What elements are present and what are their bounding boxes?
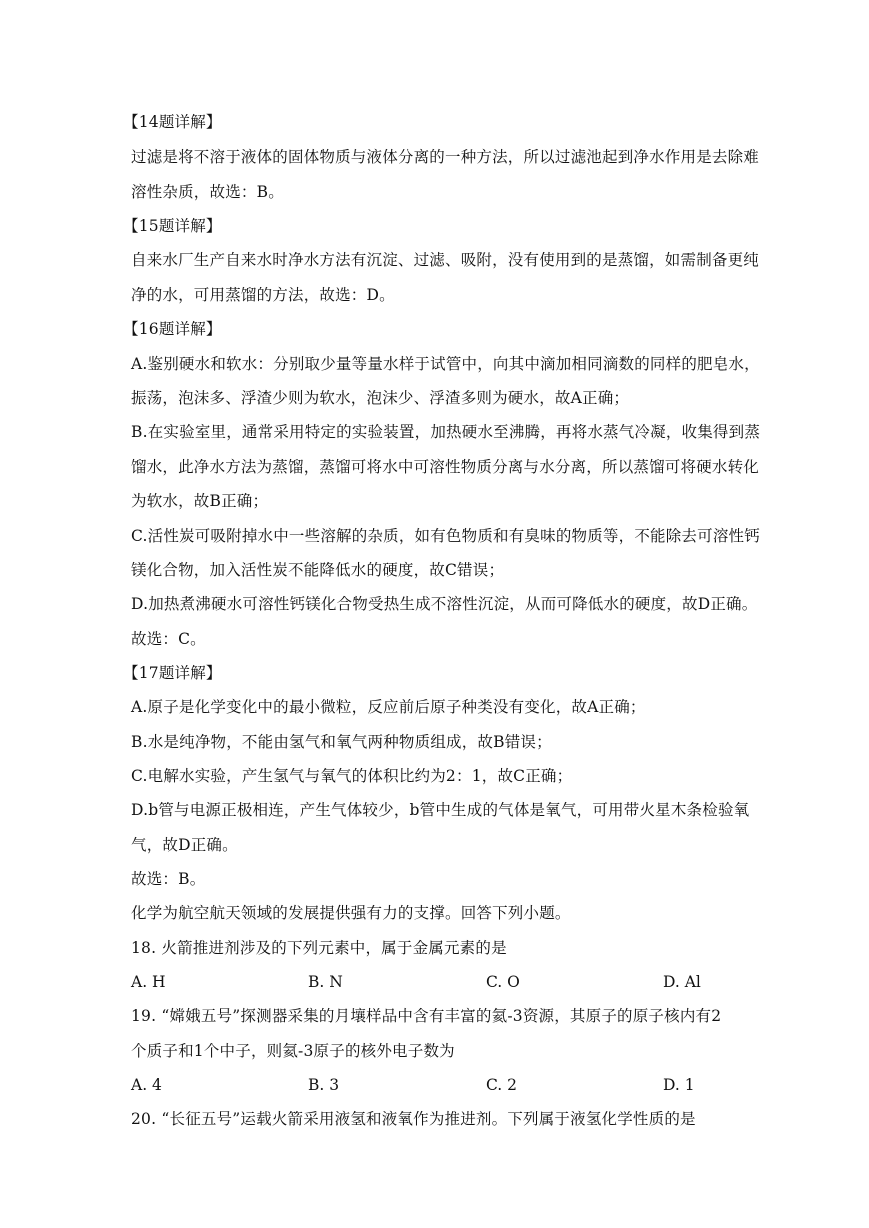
q19-option-d: D. 1 [663,1076,695,1094]
q20-stem: 20. “长征五号”运载火箭采用液氢和液氧作为推进剂。下列属于液氢化学性质的是 [131,1110,696,1128]
q16-text-line-4: 馏水，此净水方法为蒸馏，蒸馏可将水中可溶性物质分离与水分离，所以蒸馏可将硬水转化 [131,458,760,476]
q18-option-a: A. H [131,973,166,991]
q16-text-line-8: D.加热煮沸硬水可溶性钙镁化合物受热生成不溶性沉淀，从而可降低水的硬度，故D正确。 [131,595,758,613]
q17-text-line-1: A.原子是化学变化中的最小微粒，反应前后原子种类没有变化，故A正确； [131,698,646,716]
q16-text-line-5: 为软水，故B正确； [131,492,269,510]
q16-text-line-9: 故选：C。 [131,630,206,648]
q18-option-d: D. Al [663,973,701,991]
q19-option-c: C. 2 [486,1076,518,1094]
group-intro: 化学为航空航天领域的发展提供强有力的支撑。回答下列小题。 [131,904,571,922]
q17-heading: 【17题详解】 [123,664,222,682]
q15-text-line-2: 净的水，可用蒸馏的方法，故选：D。 [131,286,395,304]
q16-text-line-1: A.鉴别硬水和软水：分别取少量等量水样于试管中，向其中滴加相同滴数的同样的肥皂水， [131,355,760,373]
q19-option-b: B. 3 [308,1076,340,1094]
q16-heading: 【16题详解】 [123,320,222,338]
q15-heading: 【15题详解】 [123,217,222,235]
q16-text-line-7: 镁化合物，加入活性炭不能降低水的硬度，故C错误； [131,561,505,579]
q16-text-line-3: B.在实验室里，通常采用特定的实验装置，加热硬水至沸腾，再将水蒸气冷凝，收集得到蒸 [131,423,761,441]
q15-text-line-1: 自来水厂生产自来水时净水方法有沉淀、过滤、吸附，没有使用到的是蒸馏，如需制备更纯 [131,251,760,269]
q16-text-line-2: 振荡，泡沫多、浮渣少则为软水，泡沫少、浮渣多则为硬水，故A正确； [131,389,630,407]
q17-text-line-3: C.电解水实验，产生氢气与氧气的体积比约为2：1，故C正确； [131,767,573,785]
q18-stem: 18. 火箭推进剂涉及的下列元素中，属于金属元素的是 [131,939,507,957]
q17-text-line-2: B.水是纯净物，不能由氢气和氧气两种物质组成，故B错误； [131,733,552,751]
q18-option-b: B. N [308,973,343,991]
q14-text-line-1: 过滤是将不溶于液体的固体物质与液体分离的一种方法，所以过滤池起到净水作用是去除难 [131,148,760,166]
q17-text-line-5: 气，故D正确。 [131,836,238,854]
q19-stem-line-2: 个质子和1个中子，则氦-3原子的核外电子数为 [131,1042,455,1060]
q19-stem-line-1: 19. “嫦娥五号”探测器采集的月壤样品中含有丰富的氦-3资源，其原子的原子核内有2 [131,1007,722,1025]
q18-option-c: C. O [486,973,520,991]
q17-text-line-6: 故选：B。 [131,870,206,888]
q17-text-line-4: D.b管与电源正极相连，产生气体较少，b管中生成的气体是氧气，可用带火星木条检验氧 [131,801,750,819]
q14-text-line-2: 溶性杂质，故选：B。 [131,183,284,201]
q19-option-a: A. 4 [131,1076,162,1094]
q16-text-line-6: C.活性炭可吸附掉水中一些溶解的杂质，如有色物质和有臭味的物质等，不能除去可溶性钙 [131,527,760,545]
q14-heading: 【14题详解】 [123,113,222,131]
